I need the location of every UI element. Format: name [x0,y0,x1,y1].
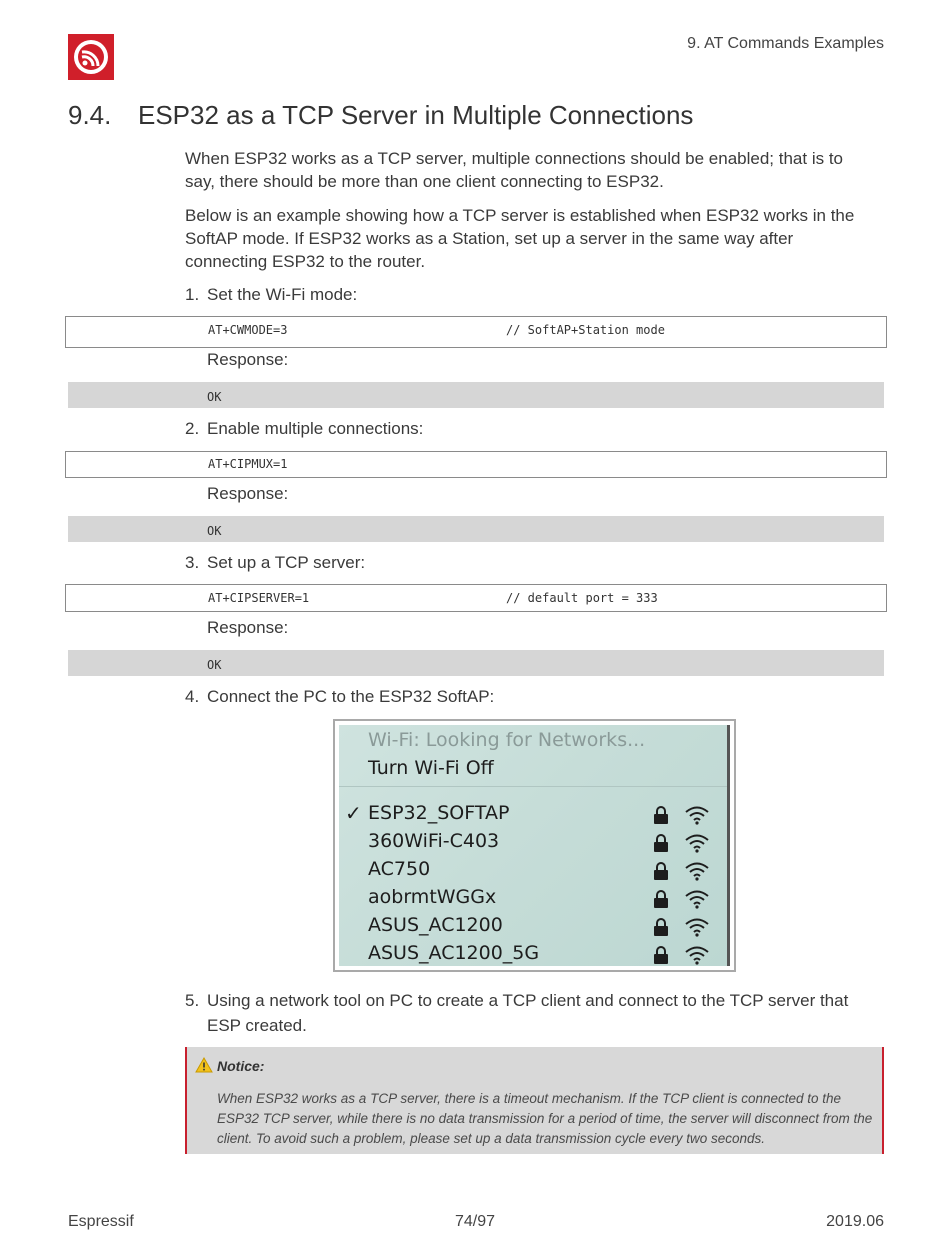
code-command: AT+CIPSERVER=1 [208,591,310,605]
lock-icon [653,889,669,909]
lock-icon [653,805,669,825]
wifi-menu-screenshot [333,719,736,972]
wifi-network-item[interactable]: ASUS_AC1200 [368,914,503,936]
step-text: Set up a TCP server: [207,553,366,572]
checkmark-icon: ✓ [345,803,362,825]
notice-text: When ESP32 works as a TCP server, there is a timeout mechanism. If the TCP client is connected to the ESP32 TCP server, while there is no data transmission for a period of time, the server will disconnect from the client. To avoid such a problem, please set up a data transmission cycle every two seconds. [217,1091,873,1146]
wifi-toggle[interactable]: Turn Wi-Fi Off [368,757,494,779]
response-text: OK [207,524,222,538]
notice-title: Notice: [217,1058,265,1074]
step-text: Enable multiple connections: [207,419,424,438]
wifi-menu [339,725,730,966]
response-label: Response: [207,484,289,503]
wifi-status: Wi-Fi: Looking for Networks... [368,729,646,751]
menu-divider [339,786,727,787]
code-command: AT+CWMODE=3 [208,323,288,337]
espressif-logo-icon [68,34,114,80]
response-block [68,650,884,676]
response-text: OK [207,658,222,672]
wifi-signal-icon [684,833,710,853]
wifi-signal-icon [684,917,710,937]
step-number: 5. [185,991,200,1010]
lock-icon [653,861,669,881]
response-block [68,516,884,542]
lock-icon [653,833,669,853]
notice-heading [195,1057,264,1074]
response-label: Response: [207,350,289,369]
code-block [65,584,887,612]
step-item [185,988,875,1038]
response-text: OK [207,390,222,404]
step-item [185,687,494,707]
section-title-text: ESP32 as a TCP Server in Multiple Connections [138,100,694,130]
wifi-network-item[interactable]: 360WiFi-C403 [368,830,500,852]
section-number: 9.4. [68,100,112,130]
section-title [68,100,693,131]
footer-company: Espressif [68,1213,134,1230]
wifi-network-item[interactable]: ASUS_AC1200_5G [368,942,540,964]
wifi-network-item[interactable]: aobrmtWGGx [368,886,497,908]
notice-box [185,1047,884,1154]
chapter-heading: 9. AT Commands Examples [687,35,884,52]
code-block [65,451,887,478]
step-item [185,285,357,305]
step-number: 4. [185,687,200,706]
step-text: Set the Wi-Fi mode: [207,285,358,304]
wifi-network-item[interactable]: AC750 [368,858,431,880]
step-text: Connect the PC to the ESP32 SoftAP: [207,687,495,706]
footer-date: 2019.06 [826,1213,884,1230]
lock-icon [653,945,669,965]
step-number: 1. [185,285,200,304]
code-command: AT+CIPMUX=1 [208,457,288,471]
espressif-logo [68,34,114,80]
wifi-signal-icon [684,805,710,825]
wifi-network-item[interactable]: ESP32_SOFTAP [368,802,510,824]
step-item [185,419,423,439]
wifi-signal-icon [684,945,710,965]
response-block [68,382,884,408]
step-item [185,553,365,573]
wifi-signal-icon [684,889,710,909]
response-label: Response: [207,618,289,637]
lock-icon [653,917,669,937]
intro-paragraph: Below is an example showing how a TCP server is established when ESP32 works in the SoftAP mode. If ESP32 works as a Station, set up a server in the same way after connecting ESP32 to the router. [185,206,855,271]
code-block [65,316,887,348]
footer-page-number: 74/97 [454,1213,496,1230]
intro-paragraph: When ESP32 works as a TCP server, multiple connections should be enabled; that is to say, there should be more than one client connecting to ESP32. [185,149,844,191]
code-comment: // SoftAP+Station mode [506,323,665,337]
code-comment: // default port = 333 [506,591,658,605]
warning-icon [195,1057,213,1073]
step-number: 2. [185,419,200,438]
step-number: 3. [185,553,200,572]
step-text: Using a network tool on PC to create a TCP client and connect to the TCP server that ESP created. [207,991,849,1035]
wifi-signal-icon [684,861,710,881]
